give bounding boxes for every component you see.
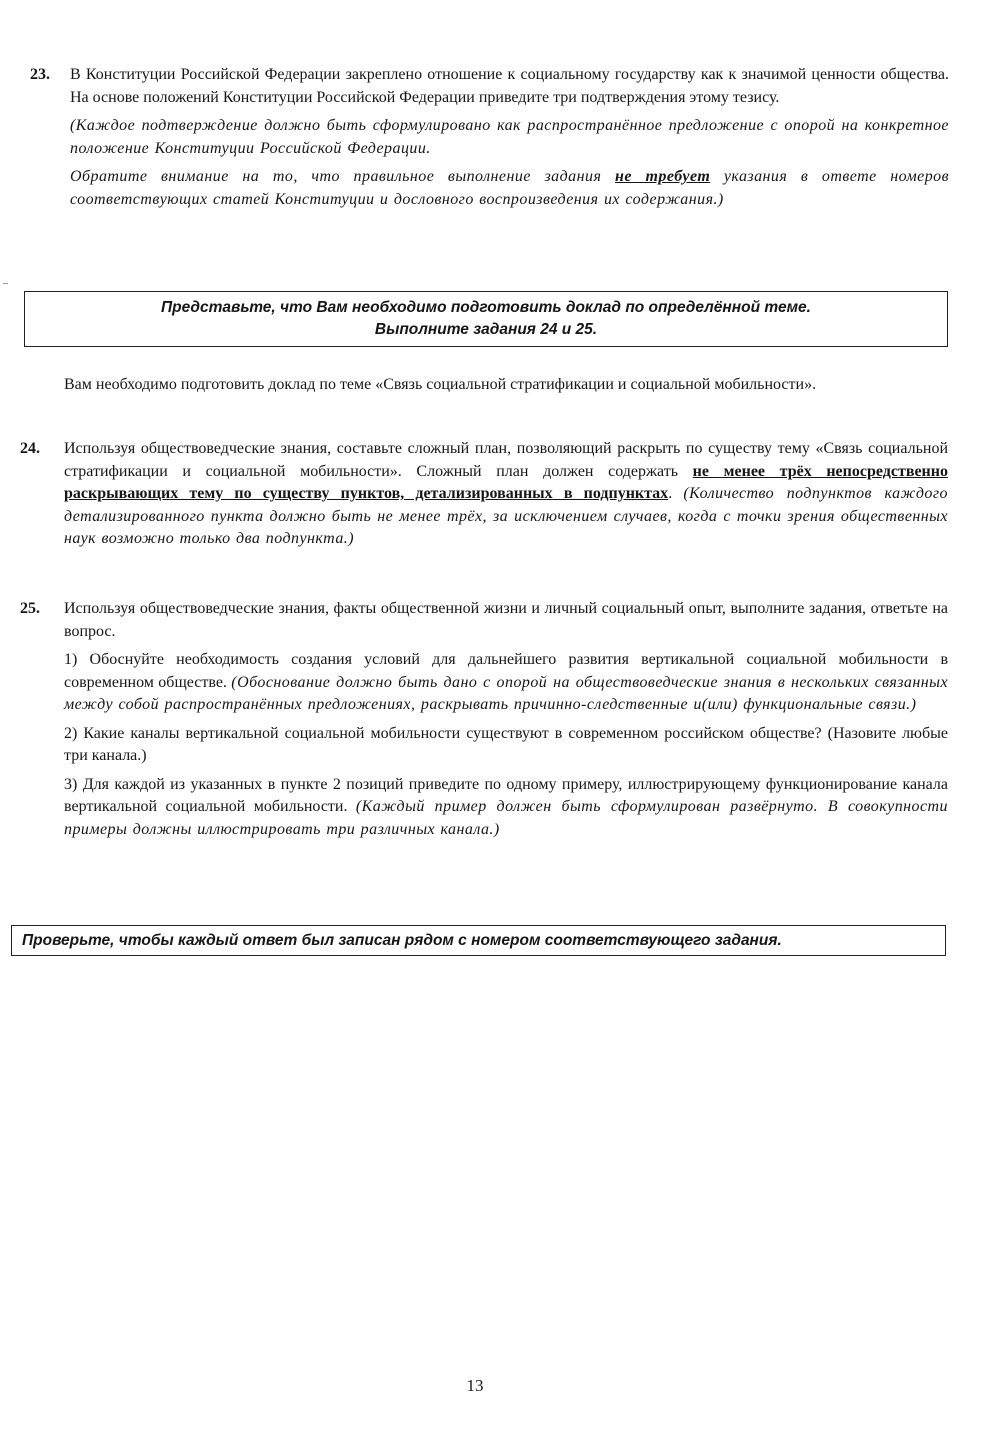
report-topic: Вам необходимо подготовить доклад по теме «Связь социальной стратификации и социальной мобильности». [64,376,817,393]
scan-mark [3,283,8,284]
task-24-dot: . [668,485,673,502]
task-25-intro: Используя обществоведческие знания, факты общественной жизни и личный социальный опыт, выполните задания, ответьте на вопрос. [64,600,948,640]
page-number: 13 [466,1376,484,1395]
task-25-item-2: 2) Какие каналы вертикальной социальной мобильности существуют в современном российском обществе? (Назовите любые три канала.) [64,724,948,764]
task-24 [64,438,948,551]
task-25-number: 25. [20,600,40,617]
task-23-number: 23. [30,66,50,83]
task-25-item-1-text: 1) Обоснуйте необходимость создания условий для дальнейшего развития вертикальной социальной мобильности в современном обществе. [64,651,948,691]
task-23-note-2-end: указания в ответе номеров соответствующих статей Конституции и дословного воспроизведения их содержания.) [70,168,950,208]
task-25-item-3 [64,774,948,842]
task-24-text-start: Используя обществоведческие знания, составьте сложный план, позволяющий раскрыть по существу тему «Связь социальной стратификации и социальной мобильности». Сложный план должен содержать [64,440,948,480]
task-24-text [64,438,948,551]
footer-notice-text: Проверьте, чтобы каждый ответ был записан рядом с номером соответствующего задания. [22,932,782,949]
task-25-item-3-text: 3) Для каждой из указанных в пункте 2 позиций приведите по одному примеру, иллюстрирующему функционирование канала вертикальной социальной мобильности. [64,775,948,815]
report-topic-block [64,374,948,397]
task-24-number: 24. [20,440,40,457]
instruction-banner [24,291,948,347]
banner-line-1: Представьте, что Вам необходимо подготовить доклад по определённой теме. [161,299,811,316]
task-23-note-2-start: Обратите внимание на то, что правильное выполнение задания [70,168,602,185]
task-23-note-2 [70,166,949,211]
task-23-text: В Конституции Российской Федерации закреплено отношение к социальному государству как к значимой ценности общества. На основе положений Конституции Российской Федерации приведите три подтверждения этому тезису. [70,66,949,106]
task-25-item-1 [64,649,948,717]
task-23 [70,64,949,217]
task-25-item-1-note: (Обоснование должно быть дано с опорой на обществоведческие знания в нескольких связанных между собой распространённых предложениях, раскрывать причинно-следственные и(или) функциональные связи.) [64,673,948,713]
task-25 [64,598,948,847]
task-24-emphasis: не менее трёх непосредственно раскрывающих тему по существу пунктов, детализированных в подпунктах [64,462,948,502]
task-23-note-1: (Каждое подтверждение должно быть сформулировано как распространённое предложение с опорой на конкретное положение Конституции Российской Федерации. [70,117,949,157]
banner-line-2: Выполните задания 24 и 25. [374,321,598,338]
footer-notice [11,925,946,956]
task-24-note: (Количество подпунктов каждого детализированного пункта должно быть не менее трёх, за исключением случаев, когда с точки зрения общественных наук возможно только два подпункта.) [64,485,948,547]
task-25-item-3-note: (Каждый пример должен быть сформулирован развёрнуто. В совокупности примеры должны иллюстрировать три различных канала.) [64,798,949,838]
task-23-note-2-emphasis: не требует [615,168,711,185]
